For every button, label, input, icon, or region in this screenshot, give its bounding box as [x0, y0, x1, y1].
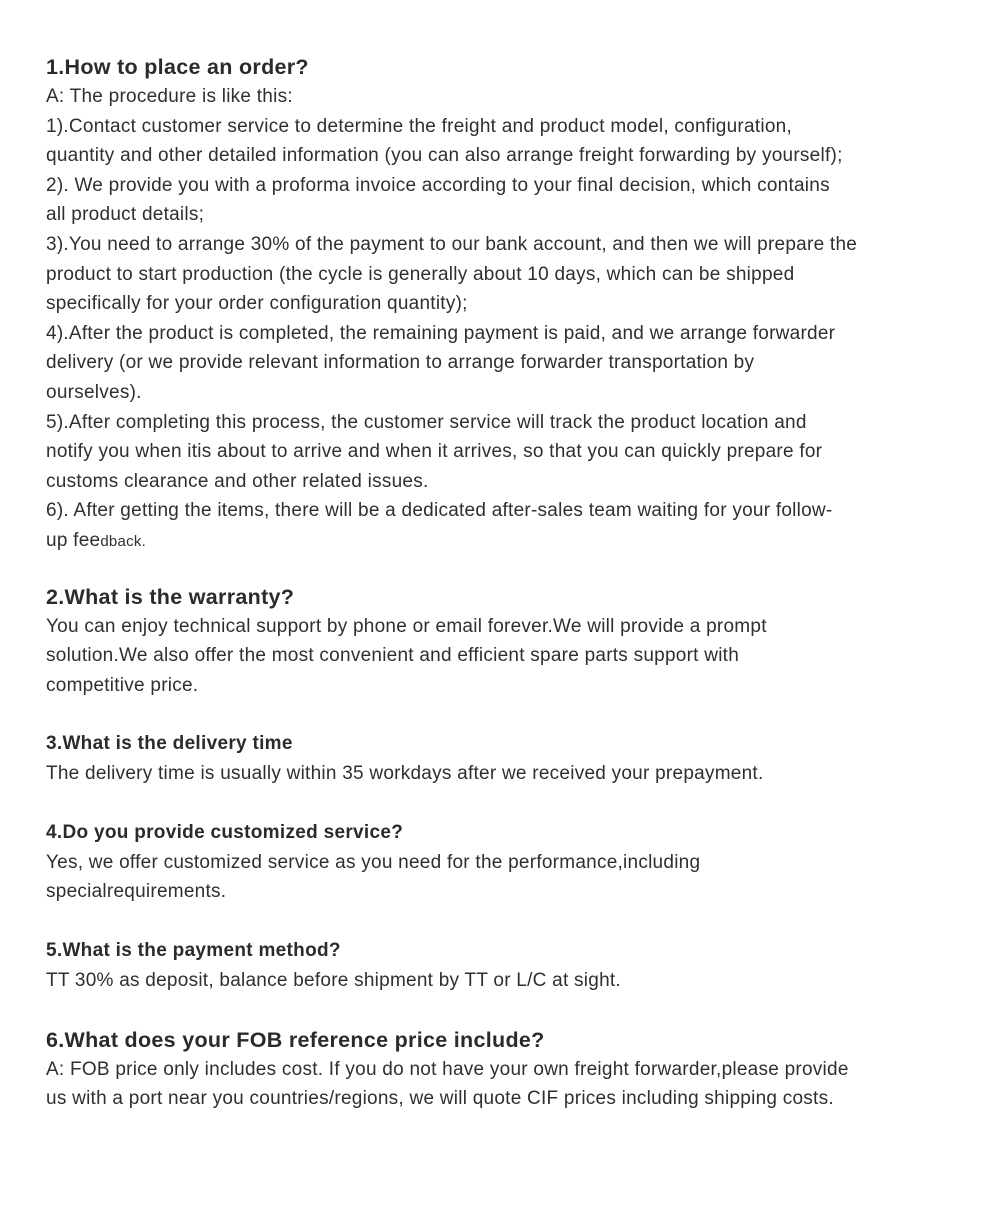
faq-section-delivery [46, 729, 976, 789]
faq-section-payment [46, 936, 976, 996]
faq-answer-line: ourselves). [46, 381, 142, 403]
faq-question: 4.Do you provide customized service? [46, 821, 404, 843]
faq-answer-line: You can enjoy technical support by phone or email forever.We will provide a prompt [46, 615, 767, 637]
faq-answer-line: 6). After getting the items, there will be a dedicated after-sales team waiting for your follow- [46, 500, 833, 522]
faq-answer-text: up fee [46, 529, 101, 551]
faq-answer-line: Yes, we offer customized service as you need for the performance,including [46, 851, 701, 873]
faq-answer-line: 5).After completing this process, the customer service will track the product location and [46, 411, 807, 433]
faq-answer-line: all product details; [46, 204, 205, 226]
faq-answer-line: 2). We provide you with a proforma invoice according to your final decision, which contains [46, 174, 830, 196]
faq-answer-line: TT 30% as deposit, balance before shipment by TT or L/C at sight. [46, 970, 621, 992]
faq-answer-line: competitive price. [46, 674, 199, 696]
faq-answer-line: specialrequirements. [46, 881, 227, 903]
faq-section-fob [46, 1025, 976, 1114]
faq-answer-line: A: The procedure is like this: [46, 86, 293, 107]
faq-answer-line: 3).You need to arrange 30% of the payment to our bank account, and then we will prepare the [46, 233, 858, 255]
faq-answer-line: specifically for your order configuration quantity); [46, 293, 468, 315]
faq-answer-line: 1).Contact customer service to determine the freight and product model, configuration, [46, 115, 792, 137]
faq-section-customized [46, 818, 976, 907]
faq-answer-line: delivery (or we provide relevant information to arrange forwarder transportation by [46, 352, 755, 374]
faq-answer-line-last [46, 526, 976, 557]
faq-answer-line: product to start production (the cycle is generally about 10 days, which can be shipped [46, 263, 795, 285]
faq-answer-line: 4).After the product is completed, the remaining payment is paid, and we arrange forwarder [46, 322, 836, 344]
faq-section-warranty [46, 582, 976, 701]
faq-question: 1.How to place an order? [46, 55, 309, 79]
faq-section-order [46, 52, 976, 557]
faq-question: 3.What is the delivery time [46, 733, 293, 755]
faq-question: 2.What is the warranty? [46, 584, 295, 609]
faq-answer-text-small: dback. [100, 532, 147, 550]
faq-answer-line: us with a port near you countries/regions, we will quote CIF prices including shipping costs. [46, 1088, 834, 1110]
faq-question: 5.What is the payment method? [46, 940, 341, 962]
faq-answer-line: A: FOB price only includes cost. If you do not have your own freight forwarder,please provide [46, 1058, 849, 1080]
faq-answer-line: customs clearance and other related issues. [46, 470, 429, 492]
faq-answer-line: notify you when itis about to arrive and when it arrives, so that you can quickly prepare for [46, 441, 823, 463]
faq-question: 6.What does your FOB reference price include? [46, 1027, 545, 1052]
faq-answer-line: solution.We also offer the most convenient and efficient spare parts support with [46, 645, 740, 667]
faq-answer-line: The delivery time is usually within 35 workdays after we received your prepayment. [46, 763, 764, 785]
faq-document [46, 52, 976, 1114]
faq-answer-line: quantity and other detailed information (you can also arrange freight forwarding by yourself); [46, 145, 843, 167]
